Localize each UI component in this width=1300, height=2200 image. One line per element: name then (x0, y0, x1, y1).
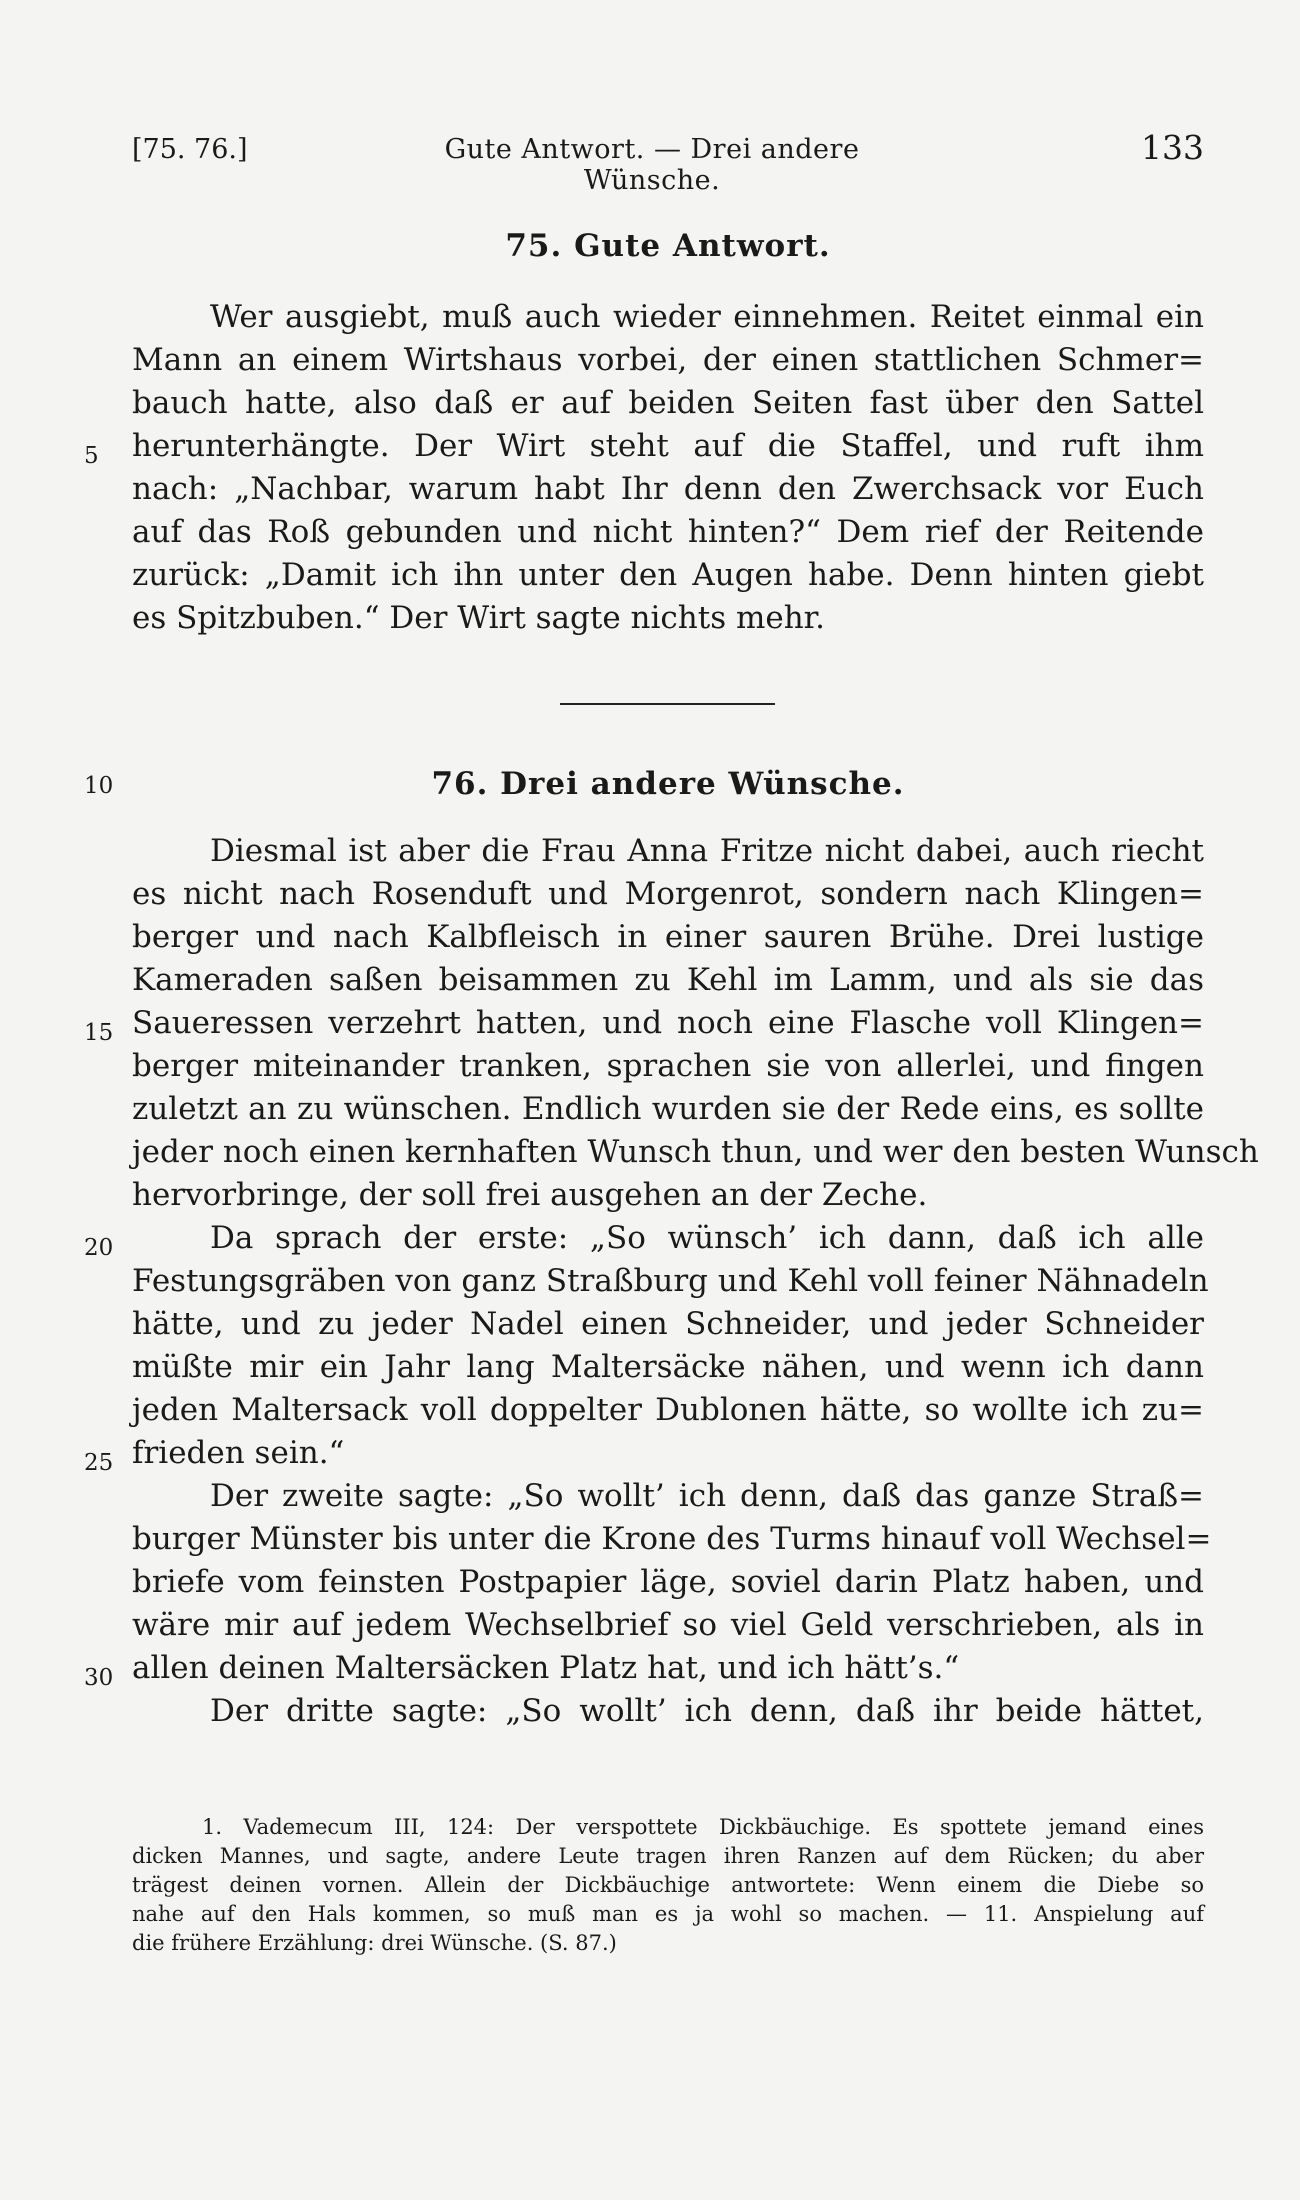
text-line: hätte, und zu jeder Nadel einen Schneider, und jeder Schneider (132, 1306, 1204, 1342)
section-title-76: 76. Drei andere Wünsche. (431, 766, 905, 802)
text-line: jeder noch einen kernhaften Wunsch thun, und wer den besten Wunsch (132, 1134, 1259, 1170)
text-line: allen deinen Maltersäcken Platz hat, und ich hätt’s.“ (132, 1650, 960, 1686)
text-line: burger Münster bis unter die Krone des Turms hinauf voll Wechsel= (132, 1521, 1212, 1557)
header-title: Gute Antwort. — Drei andere Wünsche. (444, 134, 860, 196)
text-line: müßte mir ein Jahr lang Maltersäcke nähen, und wenn ich dann (132, 1349, 1204, 1385)
text-line: Da sprach der erste: „So wünsch’ ich dann, daß ich alle (210, 1220, 1204, 1256)
header-section-range: [75. 76.] (132, 134, 248, 165)
text-line: berger miteinander tranken, sprachen sie von allerlei, und fingen (132, 1048, 1204, 1084)
line-number: 5 (84, 443, 99, 469)
text-line: es Spitzbuben.“ Der Wirt sagte nichts mehr. (132, 600, 825, 636)
footnote-line: trägest deinen vornen. Allein der Dickbäuchige antwortete: Wenn einem die Diebe so (132, 1873, 1204, 1897)
text-line: zuletzt an zu wünschen. Endlich wurden sie der Rede eins, es sollte (132, 1091, 1204, 1127)
text-line: Diesmal ist aber die Frau Anna Fritze nicht dabei, auch riecht (210, 833, 1204, 869)
text-line: es nicht nach Rosenduft und Morgenrot, sondern nach Klingen= (132, 876, 1204, 912)
line-number: 25 (84, 1450, 114, 1476)
text-line: Mann an einem Wirtshaus vorbei, der einen stattlichen Schmer= (132, 342, 1204, 378)
page-number: 133 (1141, 128, 1204, 167)
text-line: briefe vom feinsten Postpapier läge, soviel darin Platz haben, und (132, 1564, 1204, 1600)
line-number: 15 (84, 1020, 114, 1046)
text-line: zurück: „Damit ich ihn unter den Augen habe. Denn hinten giebt (132, 557, 1204, 593)
footnote-line: dicken Mannes, und sagte, andere Leute tragen ihren Ranzen auf dem Rücken; du aber (132, 1844, 1204, 1868)
footnote-line: die frühere Erzählung: drei Wünsche. (S. 87.) (132, 1931, 617, 1955)
line-number: 20 (84, 1235, 114, 1261)
text-line: herunterhängte. Der Wirt steht auf die Staffel, und ruft ihm (132, 428, 1204, 464)
text-line: wäre mir auf jedem Wechselbrief so viel Geld verschrieben, als in (132, 1607, 1204, 1643)
text-line: Der dritte sagte: „So wollt’ ich denn, daß ihr beide hättet, (210, 1693, 1204, 1729)
text-line: Wer ausgiebt, muß auch wieder einnehmen. Reitet einmal ein (210, 299, 1204, 335)
text-line: jeden Maltersack voll doppelter Dublonen hätte, so wollte ich zu= (132, 1392, 1204, 1428)
line-number: 30 (84, 1665, 114, 1691)
text-line: auf das Roß gebunden und nicht hinten?“ Dem rief der Reitende (132, 514, 1204, 550)
line-number: 10 (84, 773, 114, 799)
footnote-line: nahe auf den Hals kommen, so muß man es ja wohl so machen. — 11. Anspielung auf (132, 1902, 1204, 1926)
text-line: Festungsgräben von ganz Straßburg und Kehl voll feiner Nähnadeln (132, 1263, 1209, 1299)
section-title-75: 75. Gute Antwort. (505, 228, 831, 264)
running-header (132, 128, 1204, 196)
footnote-line: 1. Vademecum III, 124: Der verspottete Dickbäuchige. Es spottete jemand eines (202, 1815, 1204, 1839)
text-line: berger und nach Kalbfleisch in einer sauren Brühe. Drei lustige (132, 919, 1204, 955)
text-line: Saueressen verzehrt hatten, und noch eine Flasche voll Klingen= (132, 1005, 1204, 1041)
text-line: bauch hatte, also daß er auf beiden Seiten fast über den Sattel (132, 385, 1204, 421)
text-line: hervorbringe, der soll frei ausgehen an der Zeche. (132, 1177, 928, 1213)
text-line: Kameraden saßen beisammen zu Kehl im Lamm, und als sie das (132, 962, 1204, 998)
text-line: Der zweite sagte: „So wollt’ ich denn, daß das ganze Straß= (210, 1478, 1204, 1514)
text-line: frieden sein.“ (132, 1435, 345, 1471)
section-divider (560, 703, 775, 705)
text-line: nach: „Nachbar, warum habt Ihr denn den Zwerchsack vor Euch (132, 471, 1204, 507)
